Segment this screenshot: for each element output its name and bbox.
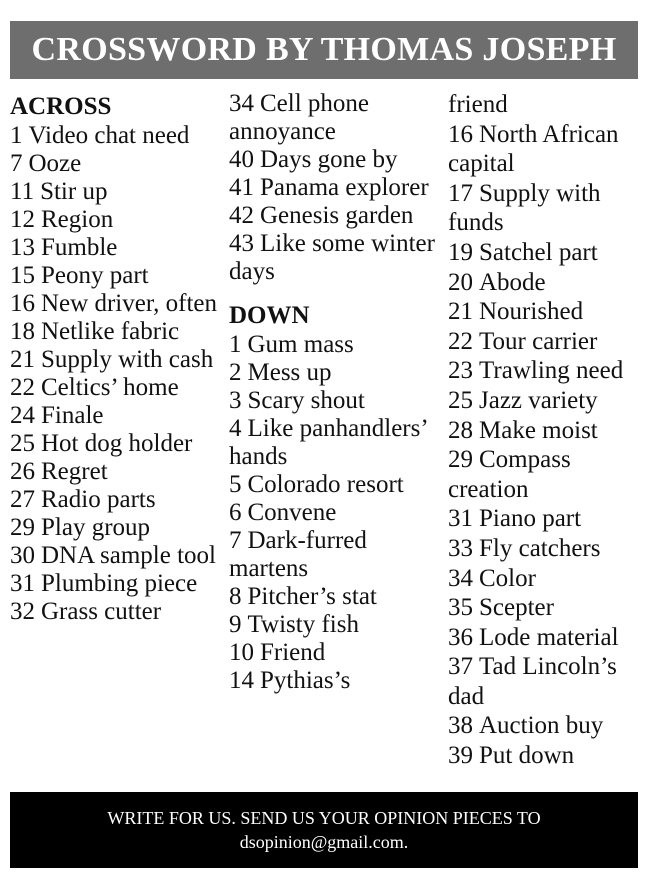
clue-number: 1 — [10, 122, 23, 149]
clue-text: Compass creation — [448, 446, 571, 503]
clue-text: Region — [41, 206, 114, 233]
clue-text: Abode — [479, 268, 546, 296]
clue-text: Friend — [260, 639, 326, 666]
clue-item — [229, 146, 444, 174]
clue-number: 22 — [448, 327, 473, 355]
clue-item — [229, 527, 444, 583]
clue-item — [10, 542, 222, 570]
clue-item — [229, 471, 444, 499]
clue-text: Peony part — [41, 262, 149, 289]
clue-number: 19 — [448, 238, 473, 266]
clue-item — [229, 202, 444, 230]
clue-text: Scary shout — [247, 387, 365, 414]
clue-item — [229, 667, 444, 695]
clue-item — [229, 387, 444, 415]
clue-item — [448, 416, 643, 446]
clue-column-1 — [10, 90, 222, 626]
clue-item — [10, 458, 222, 486]
clue-text: Finale — [41, 402, 104, 429]
across-clue-list-continued — [229, 90, 444, 286]
clue-text: Celtics’ home — [41, 374, 179, 401]
clue-number: 22 — [10, 374, 35, 401]
clue-number: 29 — [448, 446, 473, 474]
across-heading: ACROSS — [10, 93, 112, 120]
clue-text: Play group — [41, 514, 151, 541]
clue-item — [10, 150, 222, 178]
clue-item — [448, 386, 643, 416]
clue-item — [229, 583, 444, 611]
clue-text: DNA sample tool — [41, 542, 216, 569]
clue-number: 26 — [10, 458, 35, 485]
clue-text: Ooze — [28, 150, 82, 177]
clue-text: Days gone by — [260, 146, 398, 173]
clue-item — [448, 741, 643, 771]
clue-number: 38 — [448, 712, 473, 740]
clue-number: 42 — [229, 202, 254, 229]
clue-item — [448, 268, 643, 298]
clue-number: 39 — [448, 742, 473, 770]
clue-number: 7 — [229, 527, 242, 554]
clue-item — [10, 514, 222, 542]
clue-text: Netlike fabric — [41, 318, 180, 345]
clue-number: 34 — [229, 90, 254, 117]
clue-text: Like panhandlers’ hands — [229, 415, 427, 470]
footer-banner — [10, 792, 638, 868]
clue-text: Panama explorer — [260, 174, 429, 201]
clue-text: Auction buy — [479, 712, 604, 740]
clue-item — [10, 346, 222, 374]
clue-item — [10, 318, 222, 346]
clue-item — [229, 230, 444, 286]
clue-text: Supply with funds — [448, 179, 601, 237]
clue-text: Scepter — [479, 594, 554, 622]
clue-text: Piano part — [479, 505, 582, 533]
clue-item — [448, 593, 643, 623]
clue-number: 10 — [229, 639, 254, 666]
clue-text: Like some winter days — [229, 230, 435, 285]
clue-text: Jazz variety — [479, 386, 598, 414]
clue-text: North African capital — [448, 120, 619, 178]
clue-item — [448, 445, 643, 504]
clue-item — [10, 486, 222, 514]
clue-item — [448, 179, 643, 238]
clue-item — [10, 570, 222, 598]
clue-number: 8 — [229, 583, 242, 610]
clue-number: 16 — [10, 290, 35, 317]
clue-number: 21 — [448, 298, 473, 326]
clue-number: 30 — [10, 542, 35, 569]
clue-number: 25 — [10, 430, 35, 457]
clue-number: 17 — [448, 179, 473, 207]
clue-text: Make moist — [479, 416, 598, 444]
clue-number: 20 — [448, 268, 473, 296]
clue-number: 36 — [448, 623, 473, 651]
footer-line-1: WRITE FOR US. SEND US YOUR OPINION PIECES TO — [107, 808, 541, 828]
clue-text: Satchel part — [479, 238, 598, 266]
clue-text: Tad Lincoln’s dad — [448, 653, 617, 710]
clue-number: 25 — [448, 386, 473, 414]
clue-text: Pythias’s — [260, 667, 351, 694]
clue-number: 9 — [229, 611, 242, 638]
clue-item — [448, 504, 643, 534]
clue-item — [229, 639, 444, 667]
clue-text: Tour carrier — [479, 327, 598, 355]
clue-item — [448, 564, 643, 594]
clue-item — [229, 359, 444, 387]
clue-number: 35 — [448, 594, 473, 622]
clue-number: 29 — [10, 514, 35, 541]
clue-text: Color — [479, 564, 536, 592]
clue-item — [448, 356, 643, 386]
clue-number: 5 — [229, 471, 242, 498]
down-heading: DOWN — [229, 302, 310, 329]
clue-item — [10, 402, 222, 430]
clue-number: 14 — [229, 667, 254, 694]
clue-number: 21 — [10, 346, 35, 373]
clue-number: 31 — [10, 570, 35, 597]
across-clue-list — [10, 122, 222, 626]
clue-number: 24 — [10, 402, 35, 429]
clue-item — [448, 652, 643, 711]
down-clue-list — [229, 331, 444, 695]
clue-item — [448, 711, 643, 741]
clue-number: 3 — [229, 387, 242, 414]
clue-number: 23 — [448, 357, 473, 385]
clue-item — [10, 598, 222, 626]
clue-number: 41 — [229, 174, 254, 201]
clue-item — [10, 430, 222, 458]
clue-number: 34 — [448, 564, 473, 592]
clue-text: Nourished — [479, 298, 584, 326]
clue-item — [448, 623, 643, 653]
clue-text: Dark-furred martens — [229, 527, 367, 582]
clue-number: 40 — [229, 146, 254, 173]
clue-text: New driver, often — [41, 290, 218, 317]
clue-item — [229, 499, 444, 527]
clue-item — [229, 611, 444, 639]
clue-number: 43 — [229, 230, 254, 257]
clue-text: Mess up — [247, 359, 332, 386]
clue-continuation: friend — [448, 91, 508, 118]
clue-number: 27 — [10, 486, 35, 513]
clue-item — [10, 234, 222, 262]
clue-text: Radio parts — [41, 486, 156, 513]
clue-item — [229, 174, 444, 202]
clue-text: Plumbing piece — [41, 570, 198, 597]
clue-text: Lode material — [479, 623, 619, 651]
clue-item — [10, 206, 222, 234]
clue-item — [229, 415, 444, 471]
clue-text: Regret — [41, 458, 108, 485]
clue-number: 15 — [10, 262, 35, 289]
footer-email: dsopinion@gmail.com. — [239, 832, 409, 852]
clue-number: 37 — [448, 653, 473, 681]
clue-number: 4 — [229, 415, 242, 442]
clue-text: Convene — [247, 499, 337, 526]
clue-item — [448, 120, 643, 179]
clue-item — [10, 178, 222, 206]
clue-number: 18 — [10, 318, 35, 345]
clue-text: Stir up — [40, 178, 108, 205]
clue-number: 33 — [448, 534, 473, 562]
clue-number: 2 — [229, 359, 242, 386]
clue-item — [229, 331, 444, 359]
clue-number: 16 — [448, 120, 473, 148]
clue-number: 11 — [10, 178, 35, 205]
clue-item — [448, 327, 643, 357]
clue-number: 28 — [448, 416, 473, 444]
clue-item — [448, 534, 643, 564]
clue-number: 12 — [10, 206, 35, 233]
clue-text: Put down — [479, 742, 575, 770]
page-title: CROSSWORD BY THOMAS JOSEPH — [10, 21, 638, 79]
clue-text: Supply with cash — [41, 346, 214, 373]
clue-item — [10, 122, 222, 150]
clue-text: Pitcher’s stat — [247, 583, 377, 610]
clue-item — [448, 297, 643, 327]
clue-item — [10, 262, 222, 290]
clue-column-3 — [448, 90, 643, 771]
clue-item — [448, 238, 643, 268]
clue-number: 7 — [10, 150, 23, 177]
down-clue-list-continued — [448, 120, 643, 771]
clue-number: 6 — [229, 499, 242, 526]
clue-text: Grass cutter — [41, 598, 162, 625]
clue-number: 1 — [229, 331, 242, 358]
clue-text: Colorado resort — [247, 471, 404, 498]
clue-number: 31 — [448, 505, 473, 533]
clue-number: 32 — [10, 598, 35, 625]
clue-text: Fumble — [41, 234, 118, 261]
clue-item — [10, 374, 222, 402]
clue-item — [10, 290, 222, 318]
clue-text: Genesis garden — [260, 202, 414, 229]
clue-text: Cell phone annoyance — [229, 90, 370, 145]
clue-text: Trawling need — [479, 357, 624, 385]
clue-text: Fly catchers — [479, 534, 601, 562]
clue-column-2 — [229, 90, 444, 695]
clue-text: Video chat need — [28, 122, 190, 149]
clue-text: Hot dog holder — [41, 430, 193, 457]
clue-item — [229, 90, 444, 146]
clue-number: 13 — [10, 234, 35, 261]
clue-text: Twisty fish — [247, 611, 359, 638]
clue-text: Gum mass — [247, 331, 354, 358]
